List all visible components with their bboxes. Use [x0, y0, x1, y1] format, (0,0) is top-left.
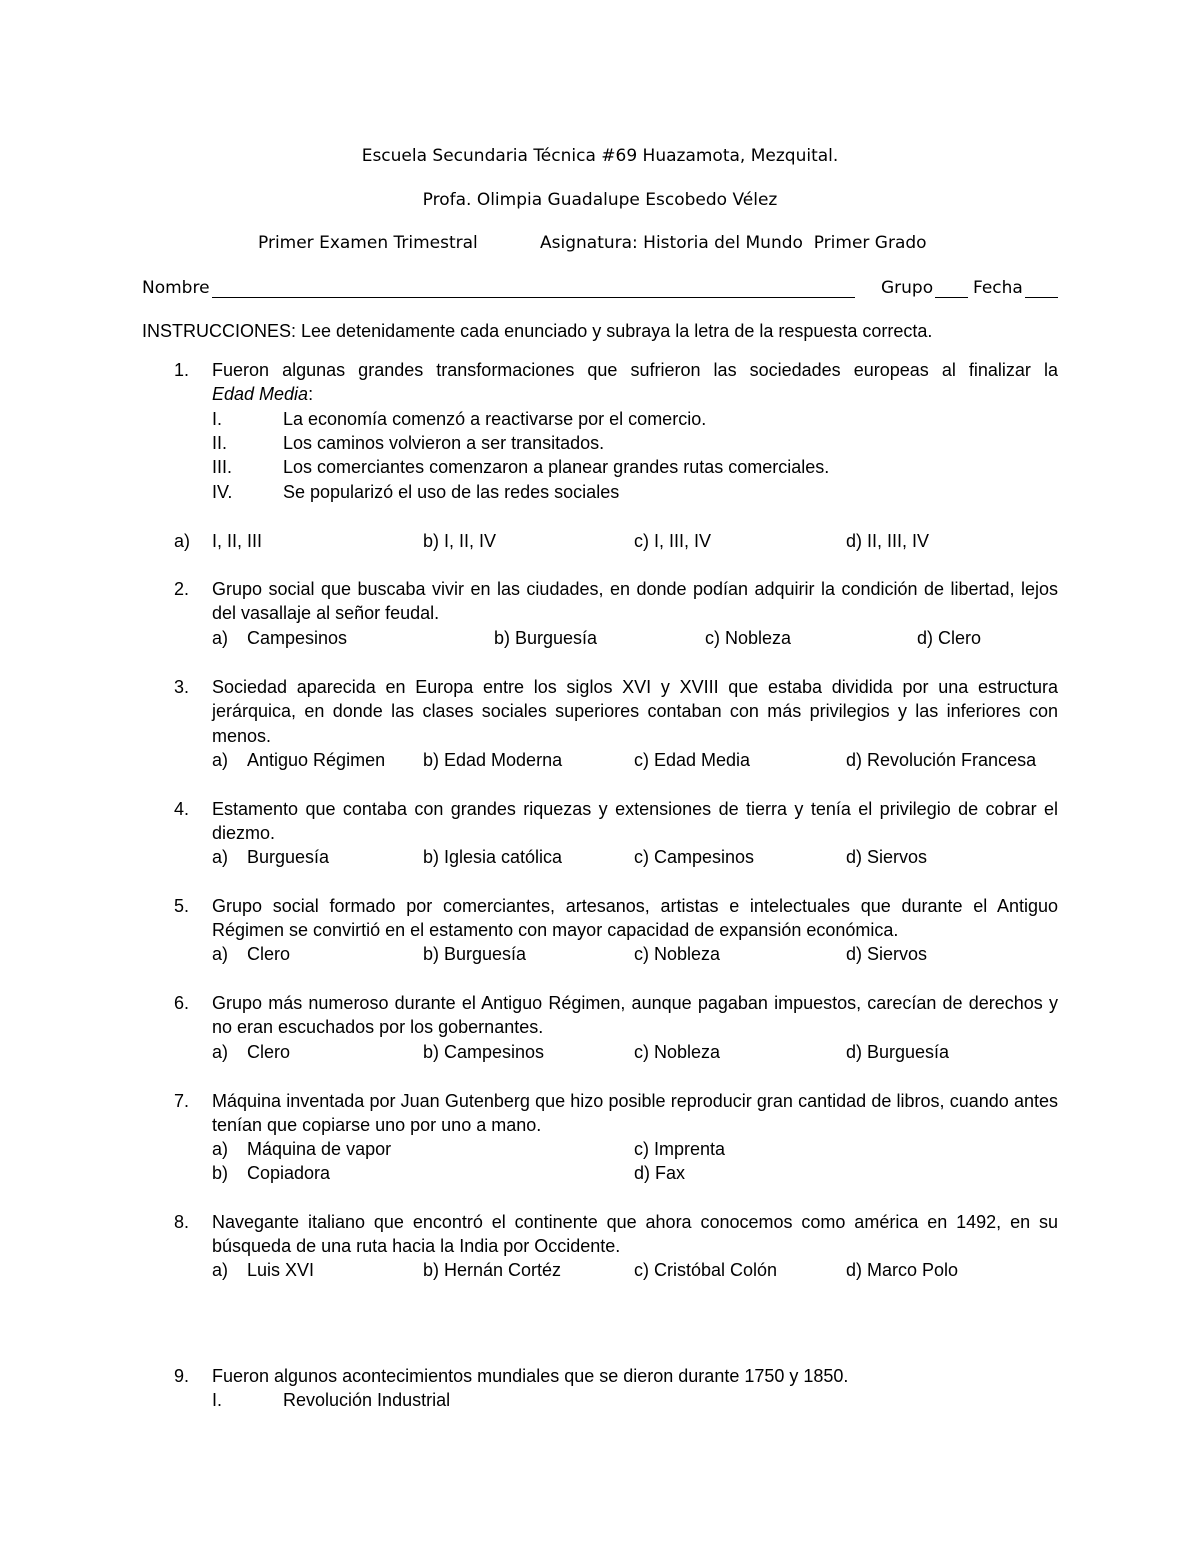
option-a[interactable]: I, II, III	[212, 531, 263, 551]
question-number: 9.	[174, 1366, 190, 1386]
question-number: 4.	[174, 799, 190, 819]
option-a-letter[interactable]: a)	[212, 1260, 229, 1280]
option-b[interactable]: b) I, II, IV	[423, 531, 497, 551]
option-d[interactable]: d) Clero	[917, 628, 982, 648]
option-d[interactable]: d) Siervos	[846, 944, 928, 964]
option-b[interactable]: b) Hernán Cortéz	[423, 1260, 562, 1280]
subject-title: Asignatura: Historia del Mundo Primer Grado	[540, 233, 927, 253]
option-c[interactable]: c) Nobleza	[705, 628, 792, 648]
option-b[interactable]: b) Edad Moderna	[423, 750, 563, 770]
option-a[interactable]: Clero	[247, 944, 291, 964]
option-a-letter[interactable]: a)	[212, 628, 229, 648]
roman-numeral: II.	[212, 433, 228, 453]
question-7-text: Máquina inventada por Juan Gutenberg que hizo posible reproducir gran cantidad de libros, cuando antes tenían que copiarse uno por uno a mano.	[212, 1091, 1058, 1136]
option-a-letter[interactable]: a)	[212, 1139, 229, 1159]
option-a[interactable]: Burguesía	[247, 847, 330, 867]
instructions: INSTRUCCIONES: Lee detenidamente cada enunciado y subraya la letra de la respuesta correcta.	[142, 321, 933, 341]
option-c[interactable]: c) Nobleza	[634, 1042, 721, 1062]
statement: Los caminos volvieron a ser transitados.	[283, 433, 605, 453]
option-d[interactable]: d) II, III, IV	[846, 531, 930, 551]
roman-numeral: I.	[212, 409, 223, 429]
name-label: Nombre	[142, 278, 210, 298]
question-8-text: Navegante italiano que encontró el continente que ahora conocemos como américa en 1492, en su búsqueda de una ruta hacia la India por Occidente.	[212, 1212, 1058, 1257]
option-a[interactable]: Luis XVI	[247, 1260, 315, 1280]
question-1-text: Fueron algunas grandes transformaciones que sufrieron las sociedades europeas al finalizar la	[212, 360, 1058, 380]
statement: La economía comenzó a reactivarse por el comercio.	[283, 409, 707, 429]
name-blank	[212, 279, 855, 298]
group-blank	[935, 279, 968, 298]
option-a-letter[interactable]: a)	[212, 750, 229, 770]
option-c[interactable]: c) Campesinos	[634, 847, 755, 867]
option-a-letter[interactable]: a)	[174, 531, 191, 551]
option-b[interactable]: Copiadora	[247, 1163, 331, 1183]
option-d[interactable]: d) Fax	[634, 1163, 686, 1183]
group-label: Grupo	[881, 278, 934, 298]
question-number: 2.	[174, 579, 190, 599]
question-4-text: Estamento que contaba con grandes riquezas y extensiones de tierra y tenía el privilegio de cobrar el diezmo.	[212, 799, 1058, 844]
option-a-letter[interactable]: a)	[212, 1042, 229, 1062]
question-9-text: Fueron algunos acontecimientos mundiales que se dieron durante 1750 y 1850.	[212, 1366, 849, 1386]
option-d[interactable]: d) Burguesía	[846, 1042, 950, 1062]
question-number: 7.	[174, 1091, 190, 1111]
option-b[interactable]: b) Iglesia católica	[423, 847, 563, 867]
date-blank	[1025, 279, 1058, 298]
question-2-text: Grupo social que buscaba vivir en las ciudades, en donde podían adquirir la condición de libertad, lejos del vasallaje al señor feudal.	[212, 579, 1058, 624]
date-label: Fecha	[973, 278, 1023, 298]
option-c[interactable]: c) Imprenta	[634, 1139, 726, 1159]
option-c[interactable]: c) Cristóbal Colón	[634, 1260, 778, 1280]
option-b-letter[interactable]: b)	[212, 1163, 229, 1183]
roman-numeral: IV.	[212, 482, 233, 502]
statement: Revolución Industrial	[283, 1390, 451, 1410]
question-3-text: Sociedad aparecida en Europa entre los siglos XVI y XVIII que estaba dividida por una estructura jerárquica, en donde las clases sociales superiores contaban con más privilegios y las inferiores con menos.	[212, 677, 1058, 746]
option-c[interactable]: c) I, III, IV	[634, 531, 712, 551]
option-b[interactable]: b) Burguesía	[423, 944, 527, 964]
option-b[interactable]: b) Burguesía	[494, 628, 598, 648]
option-a[interactable]: Antiguo Régimen	[247, 750, 386, 770]
question-number: 3.	[174, 677, 190, 697]
option-d[interactable]: d) Siervos	[846, 847, 928, 867]
question-5-text: Grupo social formado por comerciantes, artesanos, artistas e intelectuales que durante el Antiguo Régimen se convirtió en el estamento con mayor capacidad de expansión económica.	[212, 896, 1058, 941]
option-d[interactable]: d) Marco Polo	[846, 1260, 959, 1280]
option-a-letter[interactable]: a)	[212, 944, 229, 964]
roman-numeral: I.	[212, 1390, 223, 1410]
option-a[interactable]: Clero	[247, 1042, 291, 1062]
option-c[interactable]: c) Nobleza	[634, 944, 721, 964]
exam-title: Primer Examen Trimestral	[258, 233, 478, 253]
option-a[interactable]: Campesinos	[247, 628, 348, 648]
question-number: 8.	[174, 1212, 190, 1232]
option-b[interactable]: b) Campesinos	[423, 1042, 545, 1062]
roman-numeral: III.	[212, 457, 233, 477]
option-a-letter[interactable]: a)	[212, 847, 229, 867]
question-number: 6.	[174, 993, 190, 1013]
option-d[interactable]: d) Revolución Francesa	[846, 750, 1037, 770]
teacher-name: Profa. Olimpia Guadalupe Escobedo Vélez	[422, 190, 778, 210]
statement: Se popularizó el uso de las redes sociales	[283, 482, 620, 502]
question-number: 5.	[174, 896, 190, 916]
option-a[interactable]: Máquina de vapor	[247, 1139, 392, 1159]
question-6-text: Grupo más numeroso durante el Antiguo Régimen, aunque pagaban impuestos, carecían de derechos y no eran escuchados por los gobernantes.	[212, 993, 1058, 1038]
statement: Los comerciantes comenzaron a planear grandes rutas comerciales.	[283, 457, 830, 477]
question-1-text-cont: Edad Media:	[212, 384, 314, 404]
option-c[interactable]: c) Edad Media	[634, 750, 751, 770]
question-number: 1.	[174, 360, 190, 380]
school-name: Escuela Secundaria Técnica #69 Huazamota, Mezquital.	[361, 146, 839, 166]
